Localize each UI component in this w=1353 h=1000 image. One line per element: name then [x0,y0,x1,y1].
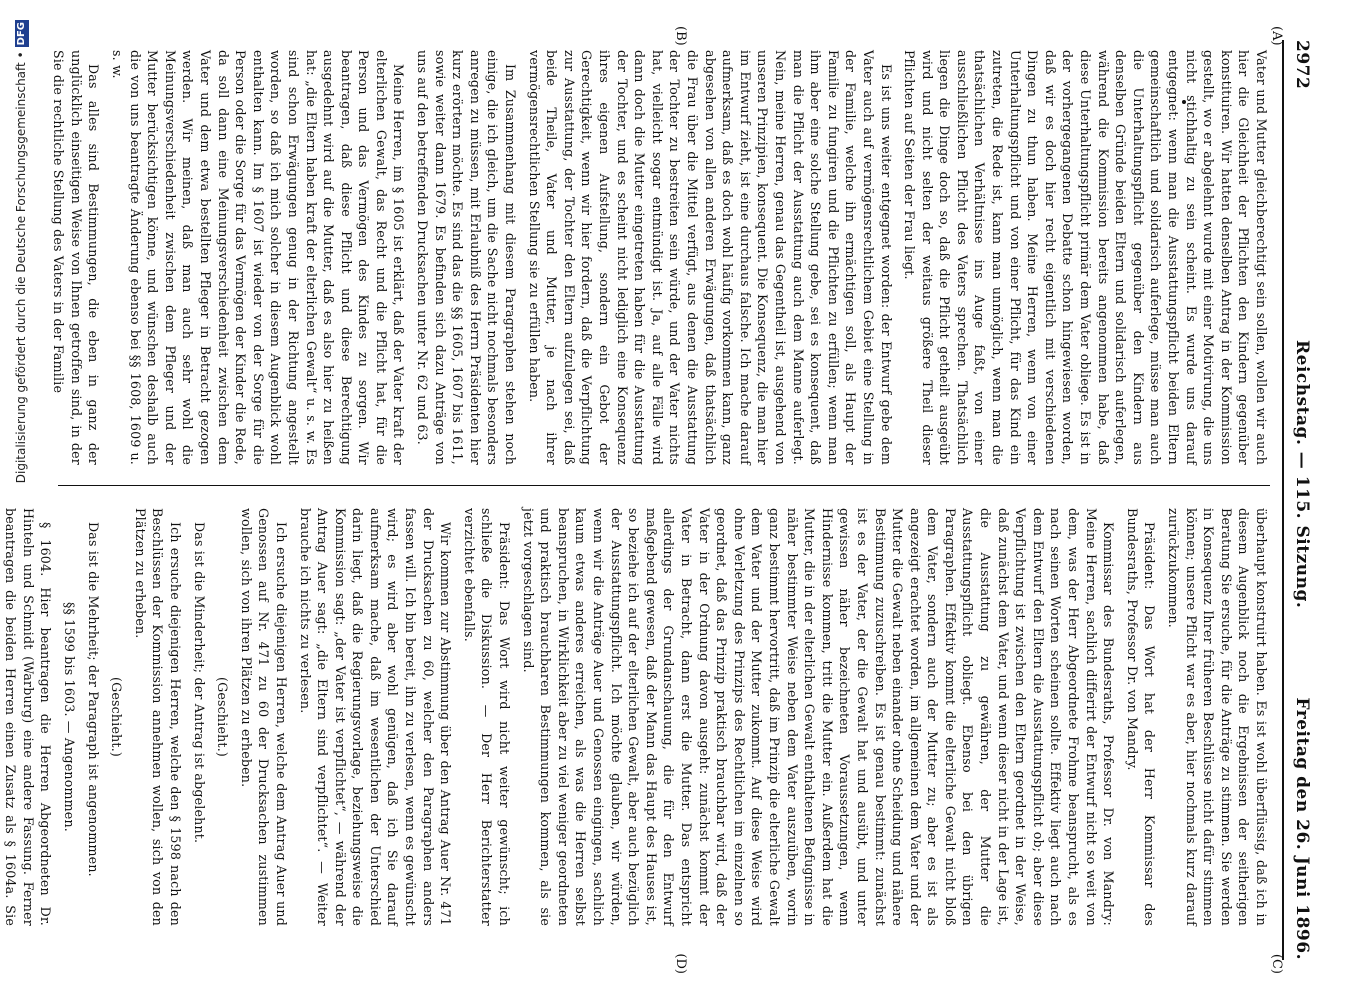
paragraph: Ich ersuche diejenigen Herren, welche den § 1598 nach den Beschlüssen der Kommission annehmen wollen, sich von den Plätzen zu erheben. [132,508,183,926]
dfg-logo: DFG [15,22,27,46]
digitization-credit [8,20,34,980]
credit-line [8,20,34,980]
paragraph: Präsident: Das Wort hat der Herr Kommissar des Bundesraths, Professor Dr. von Mandry. [1124,508,1158,926]
paragraph: Meine Herren, im § 1605 ist erklärt, daß der Vater kraft der elterlichen Gewalt, das Recht und die Pflicht hat, für die Person und das Vermögen des Kindes zu sorgen. Wir beantragen, daß diese Pflicht und diese Berechtigung ausgedehnt wird auf die Mutter, daß es also hier zu heißen hat: „die Eltern haben kraft der elterlichen Gewalt“ u. s. w. Es sind schon Erwägungen genug in der Richtung angestellt worden, so daß ich mich solcher in diesem Augenblick wohl enthalten kann. Im § 1607 ist wieder von der Sorge für die Person oder die Sorge für das Vermögen der Kinder die Rede, da soll dann eine Meinungsverschiedenheit zwischen dem Vater und dem etwa bestellten Pfleger in Betracht gezogen werden. Wir meinen, daß man auch sehr wohl die Meinungsverschiedenheit zwischen dem Pfleger und der Mutter berücksichtigen könne, und wünschen deshalb auch die von uns beantragte Änderung ebenso bei §§ 1608, 1609 u. s. w. [110,50,407,465]
paragraph: § 1604. Hier beantragen die Herren Abgeordneten Dr. Hinteln und Schmidt (Warburg) eine andere Fassung. Ferner beantragen die beiden Herren einen Zusatz als § 1604a. Sie [3,508,54,926]
stage-direction: (Geschieht.) [109,676,125,758]
paragraph: Das ist die Minderheit; der Antrag ist abgelehnt. [191,522,207,844]
paragraph: Im Zusammenhang mit diesem Paragraphen stehen noch einige, die ich gleich, um die Sache nicht nochmals besonders anregen zu müssen, mit Erlaubniß des Herrn Präsidenten hier kurz erörtern möchte. Es sind das die §§ 1605, 1607 bis 1611, sowie weiter dann 1679. Es befinden sich dazu Anträge von uns auf den betreffenden Drucksachen unter Nr. 62 und 63. [415,50,519,465]
paragraph: Präsident: Das Wort wird nicht weiter gewünscht; ich schließe die Diskussion. — Der Herr Berichterstatter verzichtet ebenfalls. [461,508,513,926]
session-date: Freitag den 26. Juni 1896. [1292,697,1312,960]
margin-marker-d: (D) [673,953,688,974]
left-column [51,50,1270,465]
paragraph: Das alles sind Bestimmungen, die eben in ganz der unglücklich einseitigen Weise von Ihnen getroffen sind, in der Sie die rechtliche Stellung des Vaters in der Familie [51,50,102,465]
paragraph: Ich ersuche diejenigen Herren, welche dem Antrag Auer und Genossen auf Nr. 471 zu 60 der Drucksachen zustimmen wollen, sich von ihren Plätzen zu erheben. [238,508,289,926]
paragraph: §§ 1599 bis 1603. — Angenommen. [62,602,77,832]
right-column [3,508,1270,926]
credit-text: Digitalisierung gefördert durch die Deutsche Forschungsgemeinschaft • [14,51,28,484]
margin-marker-c: (C) [1269,953,1284,974]
page-header [1282,40,1314,960]
margin-marker-a: (A) [1269,26,1284,46]
paragraph: Es ist uns weiter entgegnet worden: der Entwurf gebe dem Vater auch auf vermögensrechtlichem Gebiet eine Stellung in der Familie, welche ihn ermächtigen soll, als Haupt der Familie zu fungiren und die Pflichten zu erfüllen; wenn man ihm aber eine solche Stellung gebe, sei es konsequent, daß man die Pflicht der Ausstattung auch dem Manne auferlegt. Nein, meine Herren, genau das Gegentheil ist, ausgehend von unseren Prinzipien, konsequent. Die Konsequenz, die man hier im Entwurf zieht, ist eine durchaus falsche. Ich mache darauf aufmerksam, daß es doch wohl häufig vorkommen kann, ganz abgesehen von allen anderen Erwägungen, daß thatsächlich die Frau über die Mittel verfügt, aus denen die Ausstattung der Tochter zu bestreiten sein würde, und der Vater nichts hat, vielleicht sogar entmündigt ist. Ja, auf alle Fälle wird dann doch die Mutter eingetreten haben für die Ausstattung der Tochter, und es scheint nicht lediglich eine Konsequenz ihres eigenen Aufstellung, sondern ein Gebot der Gerechtigkeit, wenn wir hier fordern, daß die Verpflichtung zur Ausstattung, der Tochter den Eltern aufzulegen sei, daß beide Theile, Vater und Mutter, je nach ihrer vermögensrechtlichen Stellung sie zu erfüllen haben. [526,50,894,465]
paragraph: Das ist die Mehrheit; der Paragraph ist angenommen. [85,522,101,877]
margin-marker-b: (B) [673,26,688,46]
session-title: Reichstag. — 115. Sitzung. [1292,340,1312,609]
stage-direction: (Geschieht.) [215,676,231,758]
column-divider [58,485,1270,486]
paragraph: Wir kommen zur Abstimmung über den Antrag Auer Nr. 471 der Drucksachen zu 60, welcher den Paragraphen anders fassen will. Ich bin bereit, ihn zu verlesen, wenn es gewünscht wird; es wird aber wohl genügen, daß ich Sie darauf aufmerksam mache, daß im wesentlichen der Unterschied darin liegt, daß die Regierungsvorlage, beziehungsweise die Kommission sagt: „der Vater ist verpflichtet“, — während der Antrag Auer sagt: „die Eltern sind verpflichtet“. — Weiter brauche ich nichts zu verlesen. [297,508,454,926]
paragraph: Kommissar des Bundesraths, Professor Dr. von Mandry: Meine Herren, sachlich differirt der Entwurf nicht so weit von dem, was der Herr Abgeordnete Frohme beansprucht, als es nach seinen Worten scheinen sollte. Effektiv liegt auch nach dem Entwurf den Eltern die Ausstattungspflicht ob; aber diese Verpflichtung ist zwischen den Eltern geordnet in der Weise, daß zunächst dem Vater, und wenn dieser nicht in der Lage ist, die Ausstattung zu gewähren, der Mutter die Ausstattungspflicht obliegt. Ebenso bei den übrigen Paragraphen. Effektiv kommt die elterliche Gewalt nicht bloß dem Vater, sondern auch der Mutter zu; aber es ist als angezeigt erachtet worden, im allgemeinen dem Vater und der Mutter die Gewalt neben einander ohne Scheidung und nähere Bestimmung zuzuschreiben. Es ist genau bestimmt: zunächst ist es der Vater, der die Gewalt hat und ausübt, und unter gewissen näher bezeichneten Voraussetzungen, wenn Hindernisse kommen, tritt die Mutter ein. Außerdem hat die Mutter, die in der elterlichen Gewalt enthaltenen Befugnisse in näher bestimmter Weise neben dem Vater auszuüben, worin ganz bestimmt hervortritt, daß im Prinzip die elterliche Gewalt dem Vater und der Mutter zukommt. Auf diese Weise wird ohne Verletzung des Prinzips des Rechtlichen im einzelnen so geordnet, daß das Prinzip praktisch brauchbar wird, daß der Vater in der Ordnung davon ausgeht: zunächst kommt der Vater in Betracht, dann erst die Mutter. Das entspricht allerdings der Grundanschauung, die für den Entwurf maßgebend gewesen, daß der Mann das Haupt des Hauses ist, so beziehe ich auf der elterlichen Gewalt, aber auch bezüglich der Ausstattungspflicht. Ich möchte glauben, wir würden, wenn wir die Anträge Auer und Genossen eingingen, sachlich kaum etwas anderes erreichen, als was die Herren selbst beanspruchen, in Wirklichkeit aber zu viel weniger geordneten und praktisch brauchbaren Bestimmungen kommen, als sie jetzt vorgeschlagen sind. [520,508,1117,926]
paragraph: überhaupt konstruirt haben. Es ist wohl überflüssig, daß ich in diesem Augenblick noch die Ergebnissen der seitherigen Beratung Sie ersuche, für die Anträge zu stimmen. Sie werden in Konsequenz Ihrer früheren Beschlüsse nicht dafür stimmen können; unsere Pflicht war es aber, hier nochmals kurz darauf zurückzukommen. [1166,508,1269,926]
paragraph: Vater und Mutter gleichberechtigt sein sollen, wollen wir auch hier die Gleichheit der Pflichten den Kindern gegenüber konstituiren. Wir hatten denselben Antrag in der Kommission gestellt, wo er abgelehnt wurde mit einer Motivirung, die uns nicht stichhaltig zu sein scheint. Es wurde uns darauf entgegnet: wenn man die Ausstattungspflicht beiden Eltern gemeinschaftlich und solidarisch auferlege, müsse man auch die Unterhaltungspflicht gegenüber den Kindern aus denselben Gründe beiden Eltern und solidarisch auferlegen, während die Kommission bereits angenommen habe, daß diese Unterhaltungspflicht primär dem Vater obliege. Es ist in der vorhergegangenen Debatte schon hingewiesen worden, daß wir es doch hier recht eigentlich mit verschiedenen Dingen zu thun haben. Meine Herren, wenn von einer Unterhaltungspflicht und von einer Pflicht, für das Kind ein zutreten, die Rede ist, kann man unmöglich, wenn man die thatsächlichen Verhältnisse ins Auge faßt, von einer ausschließlichen Pflicht des Vaters sprechen. Thatsächlich liegen die Dinge doch so, daß die Pflicht getheilt ausgeübt wird und nicht selten der weitaus größere Theil dieser Pflichten auf Seiten der Frau liegt. [902,50,1269,465]
page-number: 2972 [1292,40,1312,90]
